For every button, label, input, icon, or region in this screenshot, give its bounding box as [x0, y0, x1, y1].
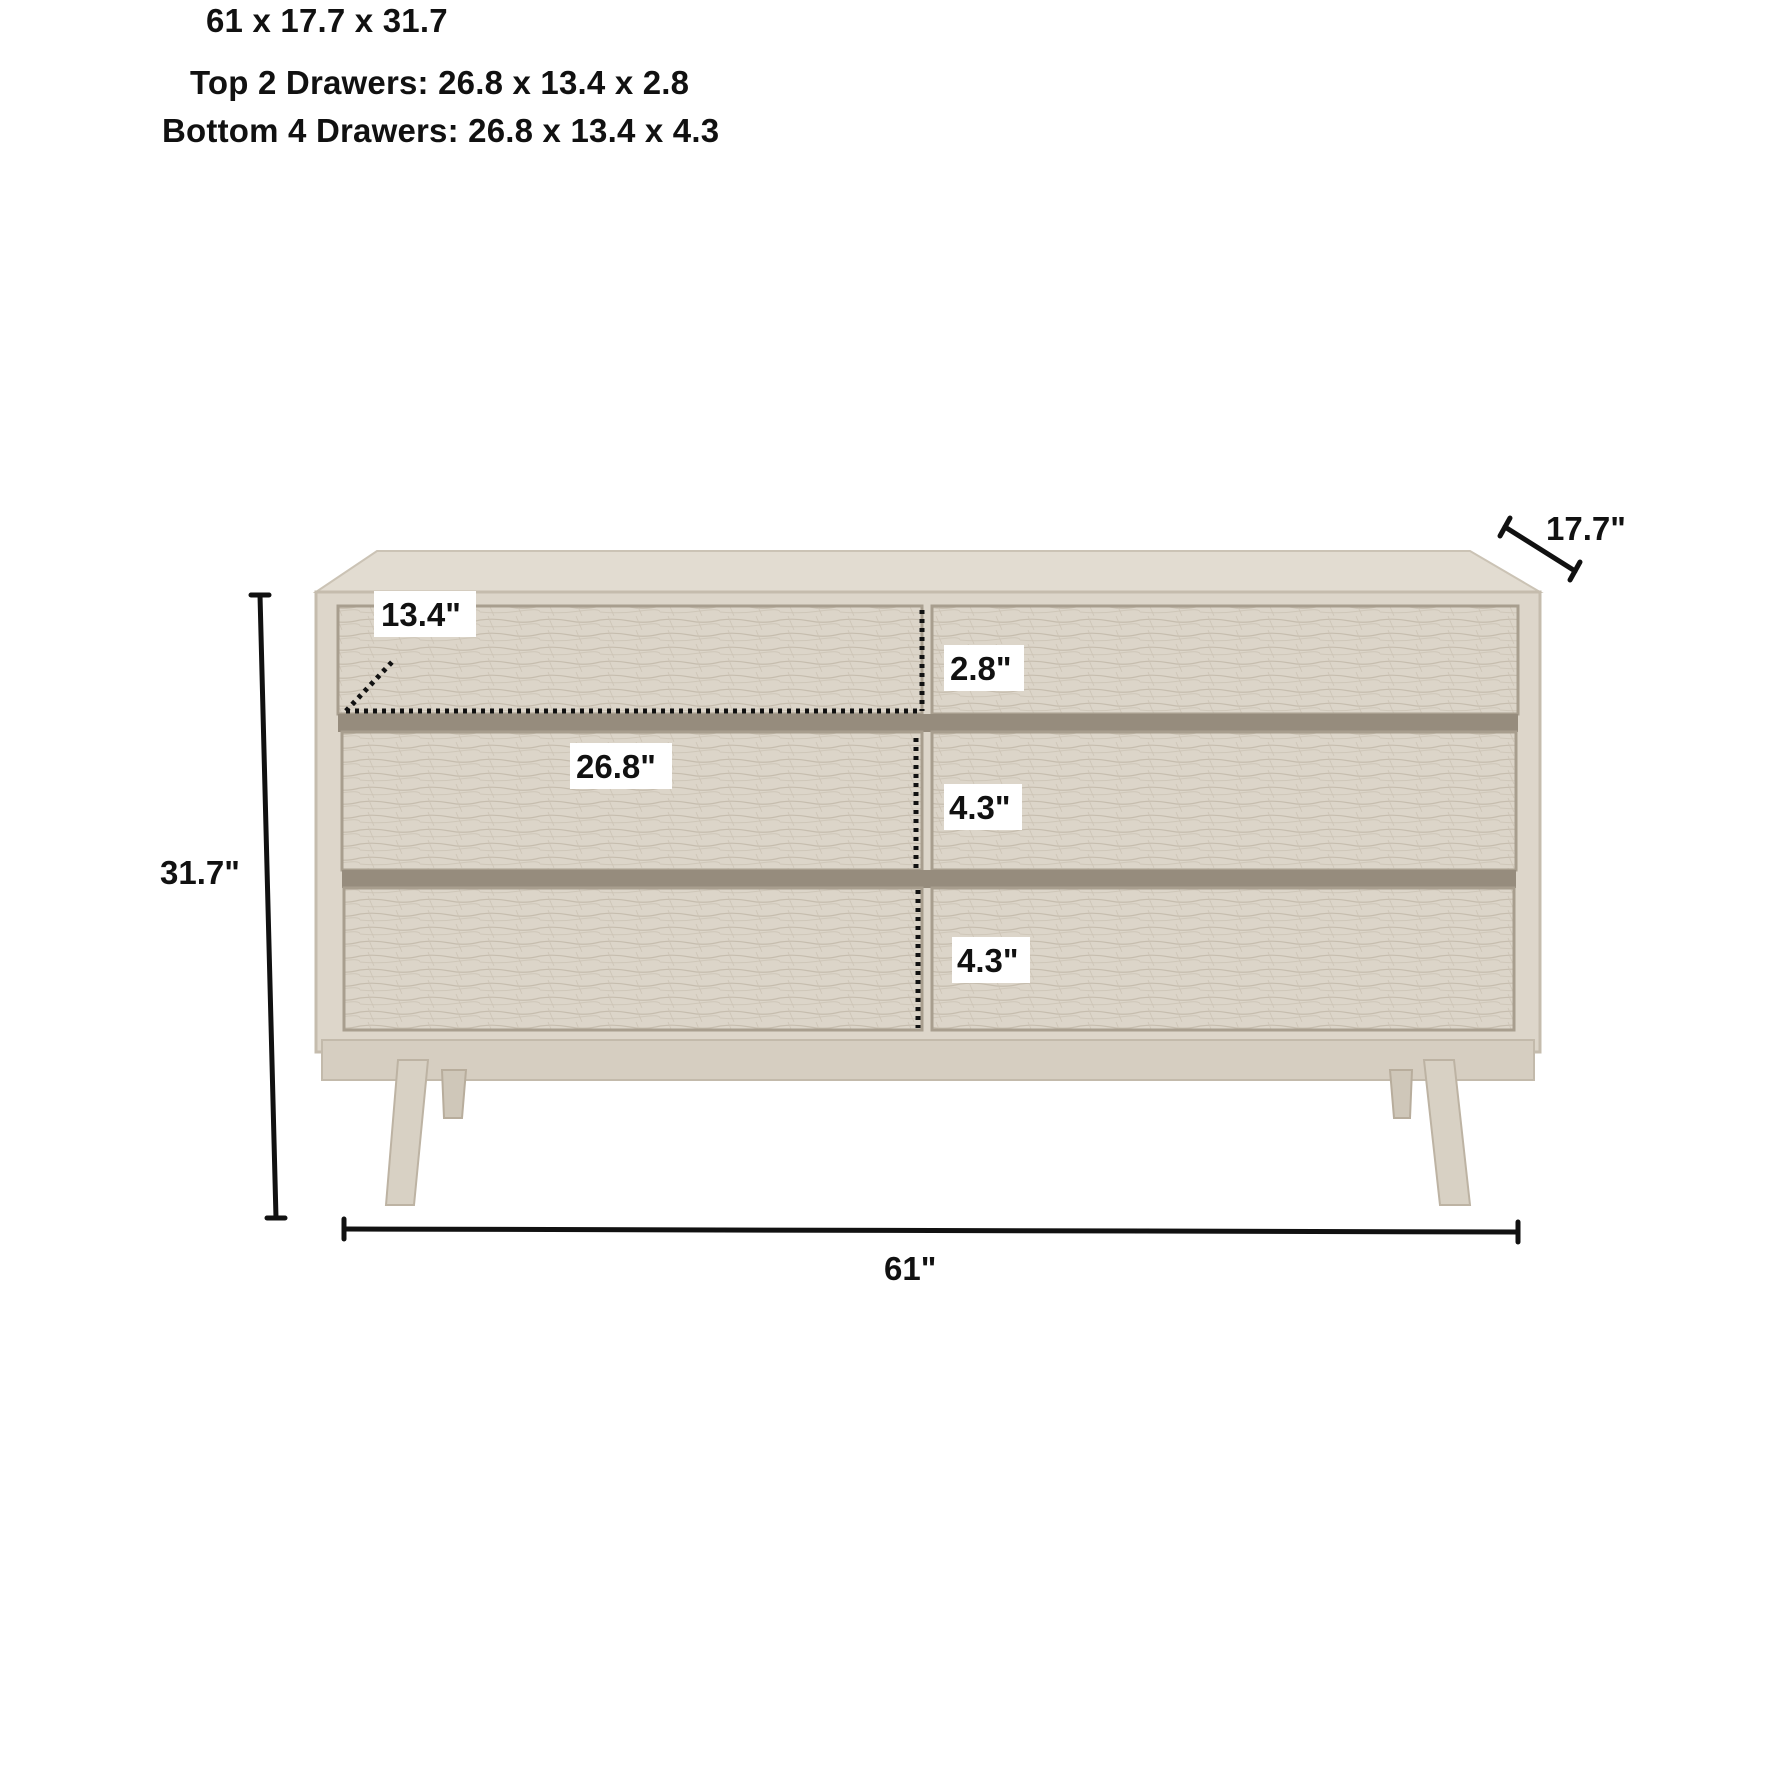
- height-dimension-line: [251, 595, 285, 1218]
- width-label: 61": [884, 1250, 937, 1287]
- leg-front-left: [386, 1060, 428, 1205]
- depth-label: 17.7": [1546, 510, 1626, 547]
- drawer-shadow-1: [338, 714, 1518, 732]
- bottom-drawer-height-label: 4.3": [957, 942, 1019, 979]
- top-drawers-dimensions: Top 2 Drawers: 26.8 x 13.4 x 2.8: [190, 64, 690, 101]
- drawer-width-label: 26.8": [576, 748, 656, 785]
- leg-back-right: [1390, 1070, 1412, 1118]
- leg-back-left: [442, 1070, 466, 1118]
- drawer-bottom-left: [344, 888, 922, 1030]
- leg-front-right: [1424, 1060, 1470, 1205]
- dresser-base-rail: [322, 1040, 1534, 1080]
- dresser-top: [316, 551, 1540, 592]
- overall-dimensions-heading: 61 x 17.7 x 31.7: [206, 2, 448, 39]
- drawer-depth-label: 13.4": [381, 596, 461, 633]
- width-dimension-line: [344, 1219, 1518, 1242]
- height-label: 31.7": [160, 854, 240, 891]
- bottom-drawers-dimensions: Bottom 4 Drawers: 26.8 x 13.4 x 4.3: [162, 112, 720, 149]
- top-drawer-height-label: 2.8": [950, 650, 1012, 687]
- middle-drawer-height-label: 4.3": [949, 789, 1011, 826]
- drawer-shadow-2: [342, 870, 1516, 888]
